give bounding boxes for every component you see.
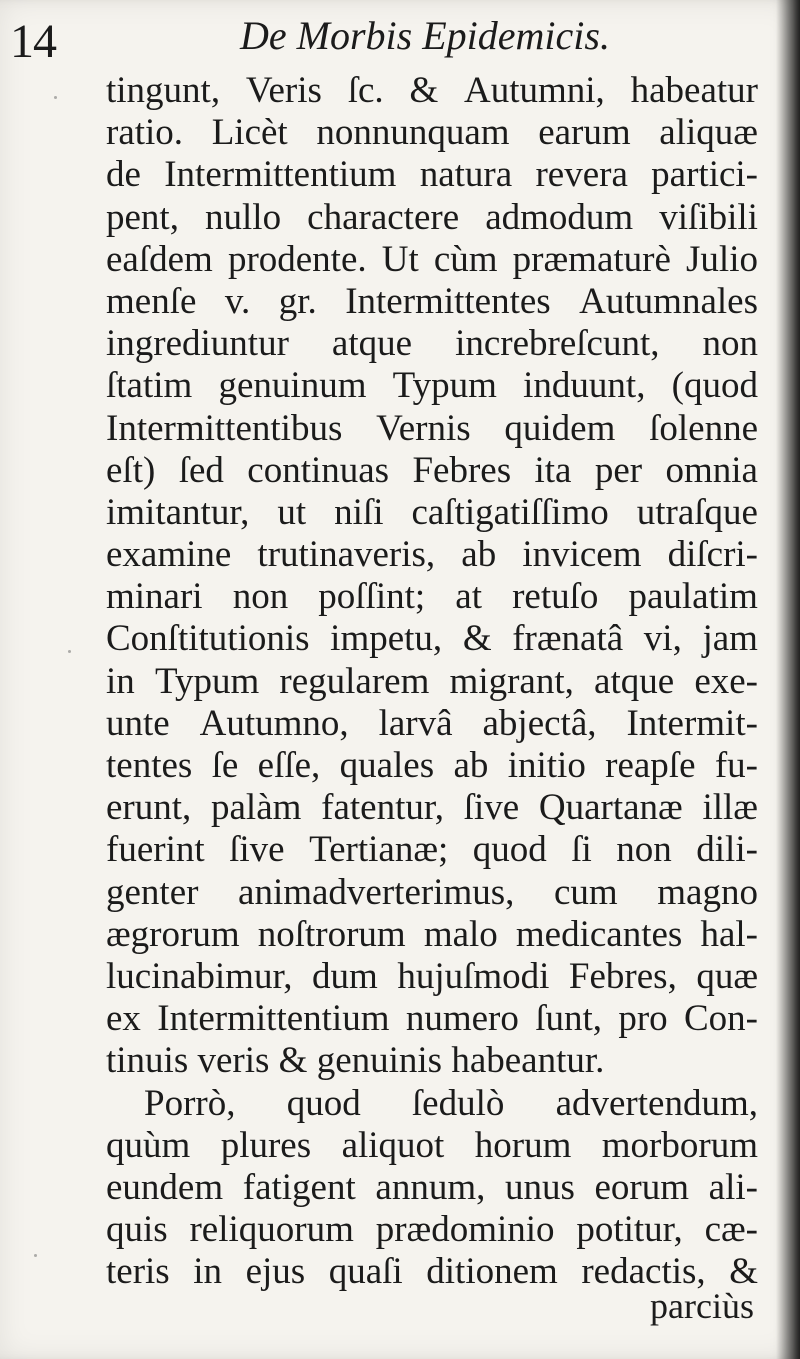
word: hujuſmodi: [397, 955, 550, 997]
word: per: [594, 449, 643, 491]
word: ſi: [571, 829, 592, 871]
word: minari: [106, 576, 203, 618]
word: &: [729, 1251, 758, 1293]
text-line: [106, 829, 758, 871]
word: quidem: [504, 407, 616, 449]
word: magno: [657, 871, 758, 913]
word: &: [462, 618, 492, 660]
word: ditionem: [426, 1251, 558, 1293]
word: ſunt,: [535, 998, 602, 1040]
text-line: [106, 1167, 758, 1209]
text-line: [106, 323, 758, 365]
word: imitantur,: [106, 491, 250, 533]
paper-speck: [54, 96, 57, 99]
word: animadverterimus,: [238, 871, 515, 913]
text-line: [106, 618, 758, 660]
page-number: 14: [10, 15, 56, 68]
word: unus: [504, 1166, 575, 1208]
word: ratio.: [106, 112, 184, 154]
text-line: [106, 70, 758, 112]
word: Intermittentibus: [106, 407, 343, 449]
text-line: [106, 154, 758, 196]
word: dili-: [696, 829, 758, 871]
word: ſed: [178, 449, 224, 491]
text-line: [106, 576, 758, 618]
page-gutter-shadow: [776, 0, 800, 1359]
text-line: [106, 787, 758, 829]
word: quod: [472, 829, 547, 871]
word: tentes: [106, 745, 193, 786]
word: abjectâ,: [482, 702, 597, 744]
word: frænatâ: [512, 618, 624, 660]
word: ab: [453, 745, 489, 786]
word: præmaturè: [512, 238, 671, 280]
word: niſi: [334, 491, 384, 533]
word: eſſe,: [257, 745, 321, 786]
word: ſive: [229, 829, 285, 871]
word: in: [193, 1251, 223, 1293]
word: numero: [405, 998, 519, 1040]
word: ex: [106, 998, 141, 1040]
word: potitur,: [576, 1209, 683, 1251]
word: ita: [534, 449, 572, 491]
word: paulatim: [628, 576, 758, 618]
word: eaſdem: [106, 238, 213, 280]
word: fatentur,: [321, 787, 444, 829]
word: de: [106, 154, 141, 196]
word: Intermittentium: [157, 998, 390, 1040]
word: earum: [538, 112, 631, 154]
word: genuinum: [218, 365, 367, 407]
word: vi,: [643, 618, 682, 660]
paper-speck: [34, 1254, 37, 1257]
word: genter: [106, 871, 199, 913]
word: omnia: [665, 449, 758, 491]
word: Quartanæ: [538, 787, 683, 829]
word: Tertianæ;: [309, 829, 449, 871]
word: Vernis: [376, 407, 471, 449]
word: non: [616, 829, 672, 871]
word: Febres,: [568, 955, 677, 997]
word: Autumno,: [199, 702, 349, 744]
word: redactis,: [581, 1251, 706, 1293]
running-title: De Morbis Epidemicis.: [240, 13, 610, 58]
paper-speck: [68, 650, 71, 653]
word: aliquæ: [659, 112, 758, 154]
word: ab: [461, 534, 497, 576]
text-line: [106, 281, 758, 323]
word: impetu,: [330, 618, 443, 660]
word: reapſe: [605, 745, 696, 786]
word: eſt): [106, 449, 156, 491]
text-line: [106, 197, 758, 239]
word: Julio: [686, 238, 758, 280]
text-line: [106, 661, 758, 703]
word: exe-: [694, 660, 758, 702]
text-line: [106, 703, 758, 745]
word: ſive: [463, 787, 520, 829]
word: initio: [507, 745, 586, 786]
word: ut: [277, 491, 307, 533]
word: unte: [106, 702, 170, 744]
word: quod: [286, 1082, 361, 1124]
word: Autumnales: [579, 280, 758, 322]
word: fu-: [714, 745, 758, 786]
word: eundem: [106, 1166, 224, 1208]
word: lucinabimur,: [106, 955, 293, 997]
word: prodente.: [227, 238, 367, 280]
text-line: [106, 1083, 758, 1125]
word: eorum: [594, 1166, 690, 1208]
word: regularem: [279, 660, 430, 702]
word: dum: [312, 955, 378, 997]
word: ingrediuntur: [106, 323, 289, 365]
word: prædominio: [375, 1209, 555, 1251]
word: tingunt,: [106, 70, 221, 111]
text-line: [106, 492, 758, 534]
word: Intermittentium: [164, 154, 397, 196]
word: at: [455, 576, 482, 618]
word: quaſi: [328, 1251, 403, 1293]
word: viſibili: [659, 196, 758, 238]
word: v.: [224, 280, 251, 322]
word: morborum: [601, 1124, 758, 1166]
word: ſedulò: [411, 1082, 505, 1124]
word: Licèt: [211, 112, 288, 154]
text-line: [106, 408, 758, 450]
word: induunt,: [523, 365, 646, 407]
word: non: [702, 323, 758, 365]
text-line: [106, 112, 758, 154]
word: habeatur: [630, 70, 758, 111]
text-line-content: tinuis veris & genuinis habeantur.: [106, 1040, 605, 1082]
word: Intermittentes: [345, 280, 551, 322]
word: utraſque: [636, 491, 758, 533]
word: ſolenne: [649, 407, 758, 449]
word: horum: [474, 1124, 572, 1166]
word: natura: [419, 154, 513, 196]
word: quales: [339, 745, 435, 786]
word: fuerint: [106, 829, 205, 871]
word: increbreſcunt,: [455, 323, 660, 365]
text-line: [106, 956, 758, 998]
word: medicantes: [515, 913, 683, 955]
word: menſe: [106, 280, 197, 322]
word: quæ: [696, 955, 758, 997]
word: aliquot: [341, 1124, 445, 1166]
word: quùm: [106, 1124, 191, 1166]
text-line: [106, 1209, 758, 1251]
word: atque: [331, 323, 413, 365]
word: annum,: [375, 1166, 486, 1208]
word: cæ-: [704, 1209, 758, 1251]
word: (quod: [671, 365, 758, 407]
word: noſtrorum: [257, 913, 406, 955]
word: pro: [618, 998, 668, 1040]
word: illæ: [702, 787, 758, 829]
word: atque: [594, 660, 675, 702]
text-line: [106, 745, 758, 787]
word: trutinaveris,: [257, 534, 436, 576]
word: Porrò,: [144, 1082, 236, 1124]
word: revera: [535, 154, 628, 196]
word: ſe: [211, 745, 239, 786]
word: ægrorum: [106, 913, 240, 955]
word: hal-: [700, 913, 758, 955]
text-line: [106, 365, 758, 407]
word: pent,: [106, 196, 179, 238]
body-text: [106, 70, 758, 1345]
text-line: [106, 872, 758, 914]
text-line: [106, 1125, 758, 1167]
text-line: [106, 239, 758, 281]
word: non: [232, 576, 289, 618]
word: cum: [554, 871, 618, 913]
word: cùm: [433, 238, 498, 280]
word: Ut: [381, 238, 419, 280]
word: Con-: [683, 998, 758, 1040]
word: Autumni,: [464, 70, 605, 111]
word: reliquorum: [189, 1209, 354, 1251]
word: &: [409, 70, 439, 111]
word: plures: [220, 1124, 312, 1166]
word: Veris: [245, 70, 322, 111]
word: retuſo: [512, 576, 599, 618]
word: examine: [106, 534, 232, 576]
word: fatigent: [242, 1166, 356, 1208]
word: diſcri-: [667, 534, 758, 576]
word: Intermit-: [626, 702, 758, 744]
word: continuas: [247, 449, 390, 491]
word: larvâ: [378, 702, 453, 744]
word: teris: [106, 1251, 170, 1293]
word: partici-: [651, 154, 758, 196]
word: quis: [106, 1209, 168, 1251]
word: ejus: [245, 1251, 306, 1293]
word: Febres: [412, 449, 512, 491]
text-line: [106, 534, 758, 576]
word: poſſint;: [318, 576, 426, 618]
word: Typum: [392, 365, 497, 407]
word: ſc.: [347, 70, 384, 111]
word: migrant,: [449, 660, 574, 702]
catchword: parciùs: [650, 1286, 754, 1326]
word: nonnunquam: [316, 112, 510, 154]
word: erunt,: [106, 787, 192, 829]
text-line: [106, 914, 758, 956]
text-line: [106, 1040, 758, 1082]
word: ali-: [708, 1166, 758, 1208]
word: malo: [423, 913, 498, 955]
word: palàm: [211, 787, 302, 829]
text-line: [106, 998, 758, 1040]
word: advertendum,: [555, 1082, 758, 1124]
word: admodum: [485, 196, 634, 238]
word: Typum: [154, 660, 260, 702]
word: Conſtitutionis: [106, 618, 310, 660]
word: in: [106, 660, 135, 702]
word: ſtatim: [106, 365, 193, 407]
word: caſtigatiſſimo: [411, 491, 609, 533]
word: jam: [702, 618, 758, 660]
word: charactere: [307, 196, 460, 238]
word: nullo: [205, 196, 282, 238]
word: invicem: [522, 534, 642, 576]
word: gr.: [278, 280, 317, 322]
text-line: [106, 450, 758, 492]
